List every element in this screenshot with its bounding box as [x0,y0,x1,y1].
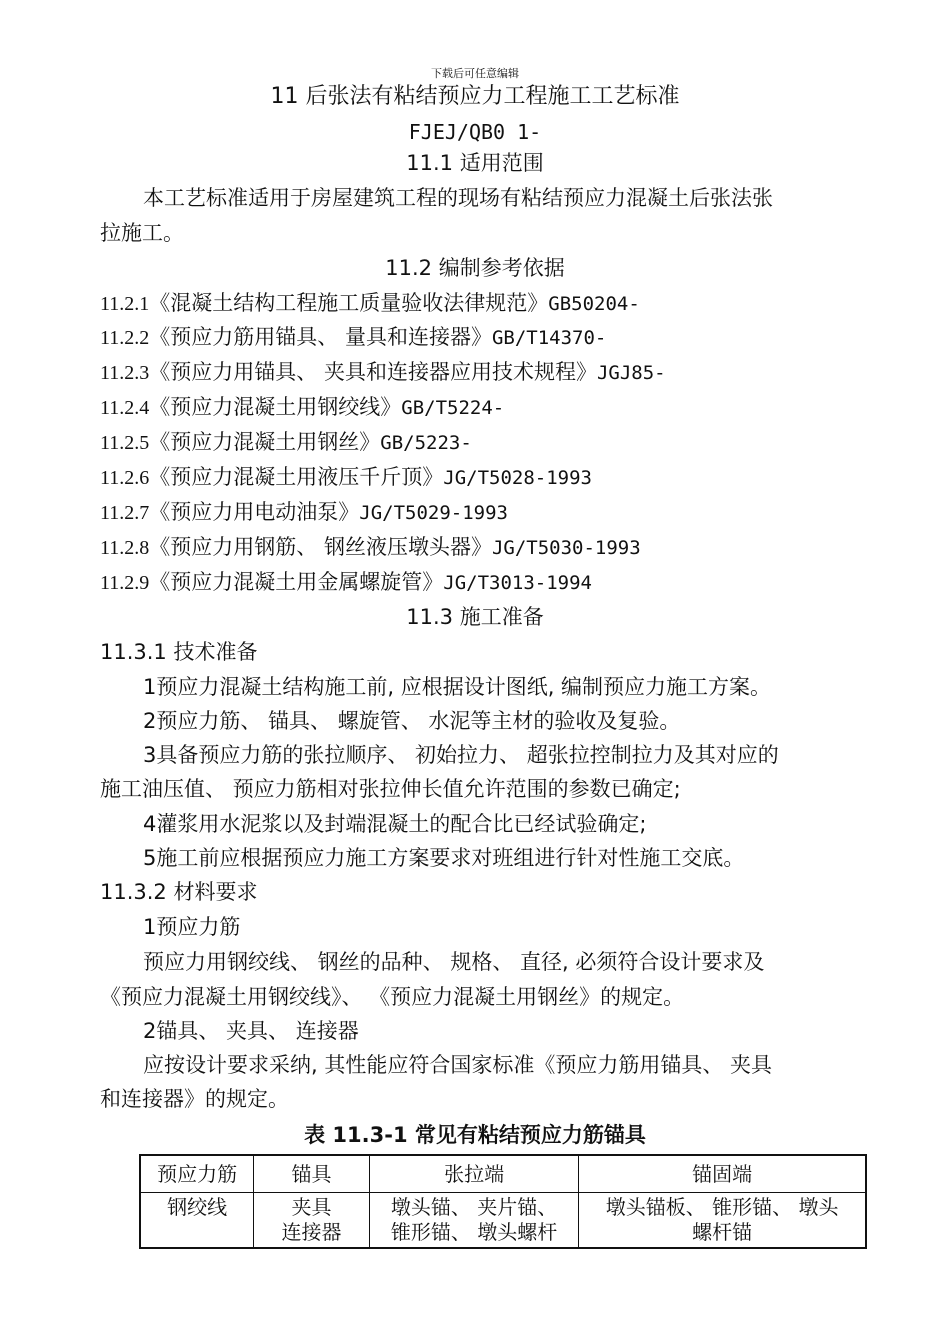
reference-title: 《预应力混凝土用液压千斤顶》 [149,465,444,489]
material-2-line1: 应按设计要求采纳, 其性能应符合国家标准《预应力筋用锚具、 夹具 [143,1053,773,1077]
section-11-2-heading: 11.2 编制参考依据 [385,256,565,280]
tech-item-3-line1: 3具备预应力筋的张拉顺序、 初始拉力、 超张拉控制拉力及其对应的 [143,743,779,767]
reference-title: 《预应力用钢筋、 钢丝液压墩头器》 [149,535,492,559]
table-header-row [140,1155,866,1193]
reference-code: JG/T3013-1994 [443,572,592,594]
reference-number: 11.2.1 [100,293,150,315]
reference-item [100,394,504,421]
cell-line: 连接器 [281,1220,342,1244]
reference-item [100,499,508,526]
cell-line: 螺杆锚 [692,1220,753,1244]
table-cell: 钢绞线 [140,1193,254,1249]
reference-code: JG/T5029-1993 [359,502,508,524]
reference-code: GB50204- [548,293,640,315]
material-1-line1: 预应力用钢绞线、 钢丝的品种、 规格、 直径, 必须符合设计要求及 [143,950,765,974]
reference-title: 《预应力混凝土用金属螺旋管》 [149,570,444,594]
tech-item-2: 2预应力筋、 锚具、 螺旋管、 水泥等主材的验收及复验。 [143,709,681,733]
reference-title: 《预应力用锚具、 夹具和连接器应用技术规程》 [149,360,597,384]
scope-paragraph-line1: 本工艺标准适用于房屋建筑工程的现场有粘结预应力混凝土后张法张 [143,186,773,210]
reference-code: GB/T5224- [401,397,505,419]
scope-paragraph-line2: 拉施工。 [100,221,184,245]
section-11-1-heading: 11.1 适用范围 [406,151,544,175]
cell-line: 夹具 [291,1195,332,1219]
document-title: 11 后张法有粘结预应力工程施工工艺标准 [270,84,680,109]
table-cell [579,1193,866,1249]
material-2-heading: 2锚具、 夹具、 连接器 [143,1019,359,1043]
reference-number: 11.2.4 [100,397,150,419]
tech-item-5: 5施工前应根据预应力施工方案要求对班组进行针对性施工交底。 [143,846,745,870]
table-header-cell: 锚固端 [579,1155,866,1193]
material-1-line2: 《预应力混凝土用钢绞线》、 《预应力混凝土用钢丝》的规定。 [100,985,685,1009]
reference-item [100,534,641,561]
reference-item [100,290,640,317]
reference-item [100,569,592,596]
section-11-3-heading: 11.3 施工准备 [406,605,544,629]
reference-number: 11.2.7 [100,502,150,524]
table-cell [254,1193,370,1249]
reference-title: 《预应力用电动油泵》 [149,500,360,524]
table-header-cell: 预应力筋 [140,1155,254,1193]
reference-number: 11.2.2 [100,327,150,349]
reference-title: 《预应力混凝土用钢丝》 [149,430,381,454]
cell-line: 墩头锚、 夹片锚、 [390,1195,558,1219]
table-header-cell: 锚具 [254,1155,370,1193]
reference-title: 《混凝土结构工程施工质量验收法律规范》 [149,291,549,315]
reference-code: JG/T5028-1993 [443,467,592,489]
reference-item [100,429,472,456]
reference-title: 《预应力混凝土用钢绞线》 [149,395,402,419]
tech-item-3-line2: 施工油压值、 预应力筋相对张拉伸长值允许范围的参数已确定; [100,777,681,801]
reference-code: JGJ85- [596,362,666,384]
tech-item-4: 4灌浆用水泥浆以及封端混凝土的配合比已经试验确定; [143,812,647,836]
table-cell [369,1193,578,1249]
reference-code: GB/5223- [380,432,472,454]
anchor-table [139,1154,867,1249]
table-row [140,1193,866,1249]
reference-item [100,464,592,491]
reference-item [100,359,666,386]
reference-item [100,324,606,351]
reference-number: 11.2.9 [100,572,150,594]
reference-number: 11.2.8 [100,537,150,559]
subsection-11-3-1-heading: 11.3.1 技术准备 [100,640,258,664]
reference-code: GB/T14370- [491,327,607,349]
table-caption: 表 11.3-1 常见有粘结预应力筋锚具 [304,1123,646,1147]
material-1-heading: 1预应力筋 [143,915,241,939]
reference-number: 11.2.5 [100,432,150,454]
subsection-11-3-2-heading: 11.3.2 材料要求 [100,880,258,904]
cell-line: 墩头锚板、 锥形锚、 墩头 [605,1195,839,1219]
reference-number: 11.2.6 [100,467,150,489]
reference-number: 11.2.3 [100,362,150,384]
header-note: 下载后可任意编辑 [431,67,519,80]
material-2-line2: 和连接器》的规定。 [100,1087,289,1111]
document-code: FJEJ/QB0 1- [408,120,542,144]
cell-line: 锥形锚、 墩头螺杆 [390,1220,558,1244]
table-header-cell: 张拉端 [369,1155,578,1193]
reference-code: JG/T5030-1993 [491,537,641,559]
reference-title: 《预应力筋用锚具、 量具和连接器》 [149,325,492,349]
tech-item-1: 1预应力混凝土结构施工前, 应根据设计图纸, 编制预应力施工方案。 [143,675,772,699]
